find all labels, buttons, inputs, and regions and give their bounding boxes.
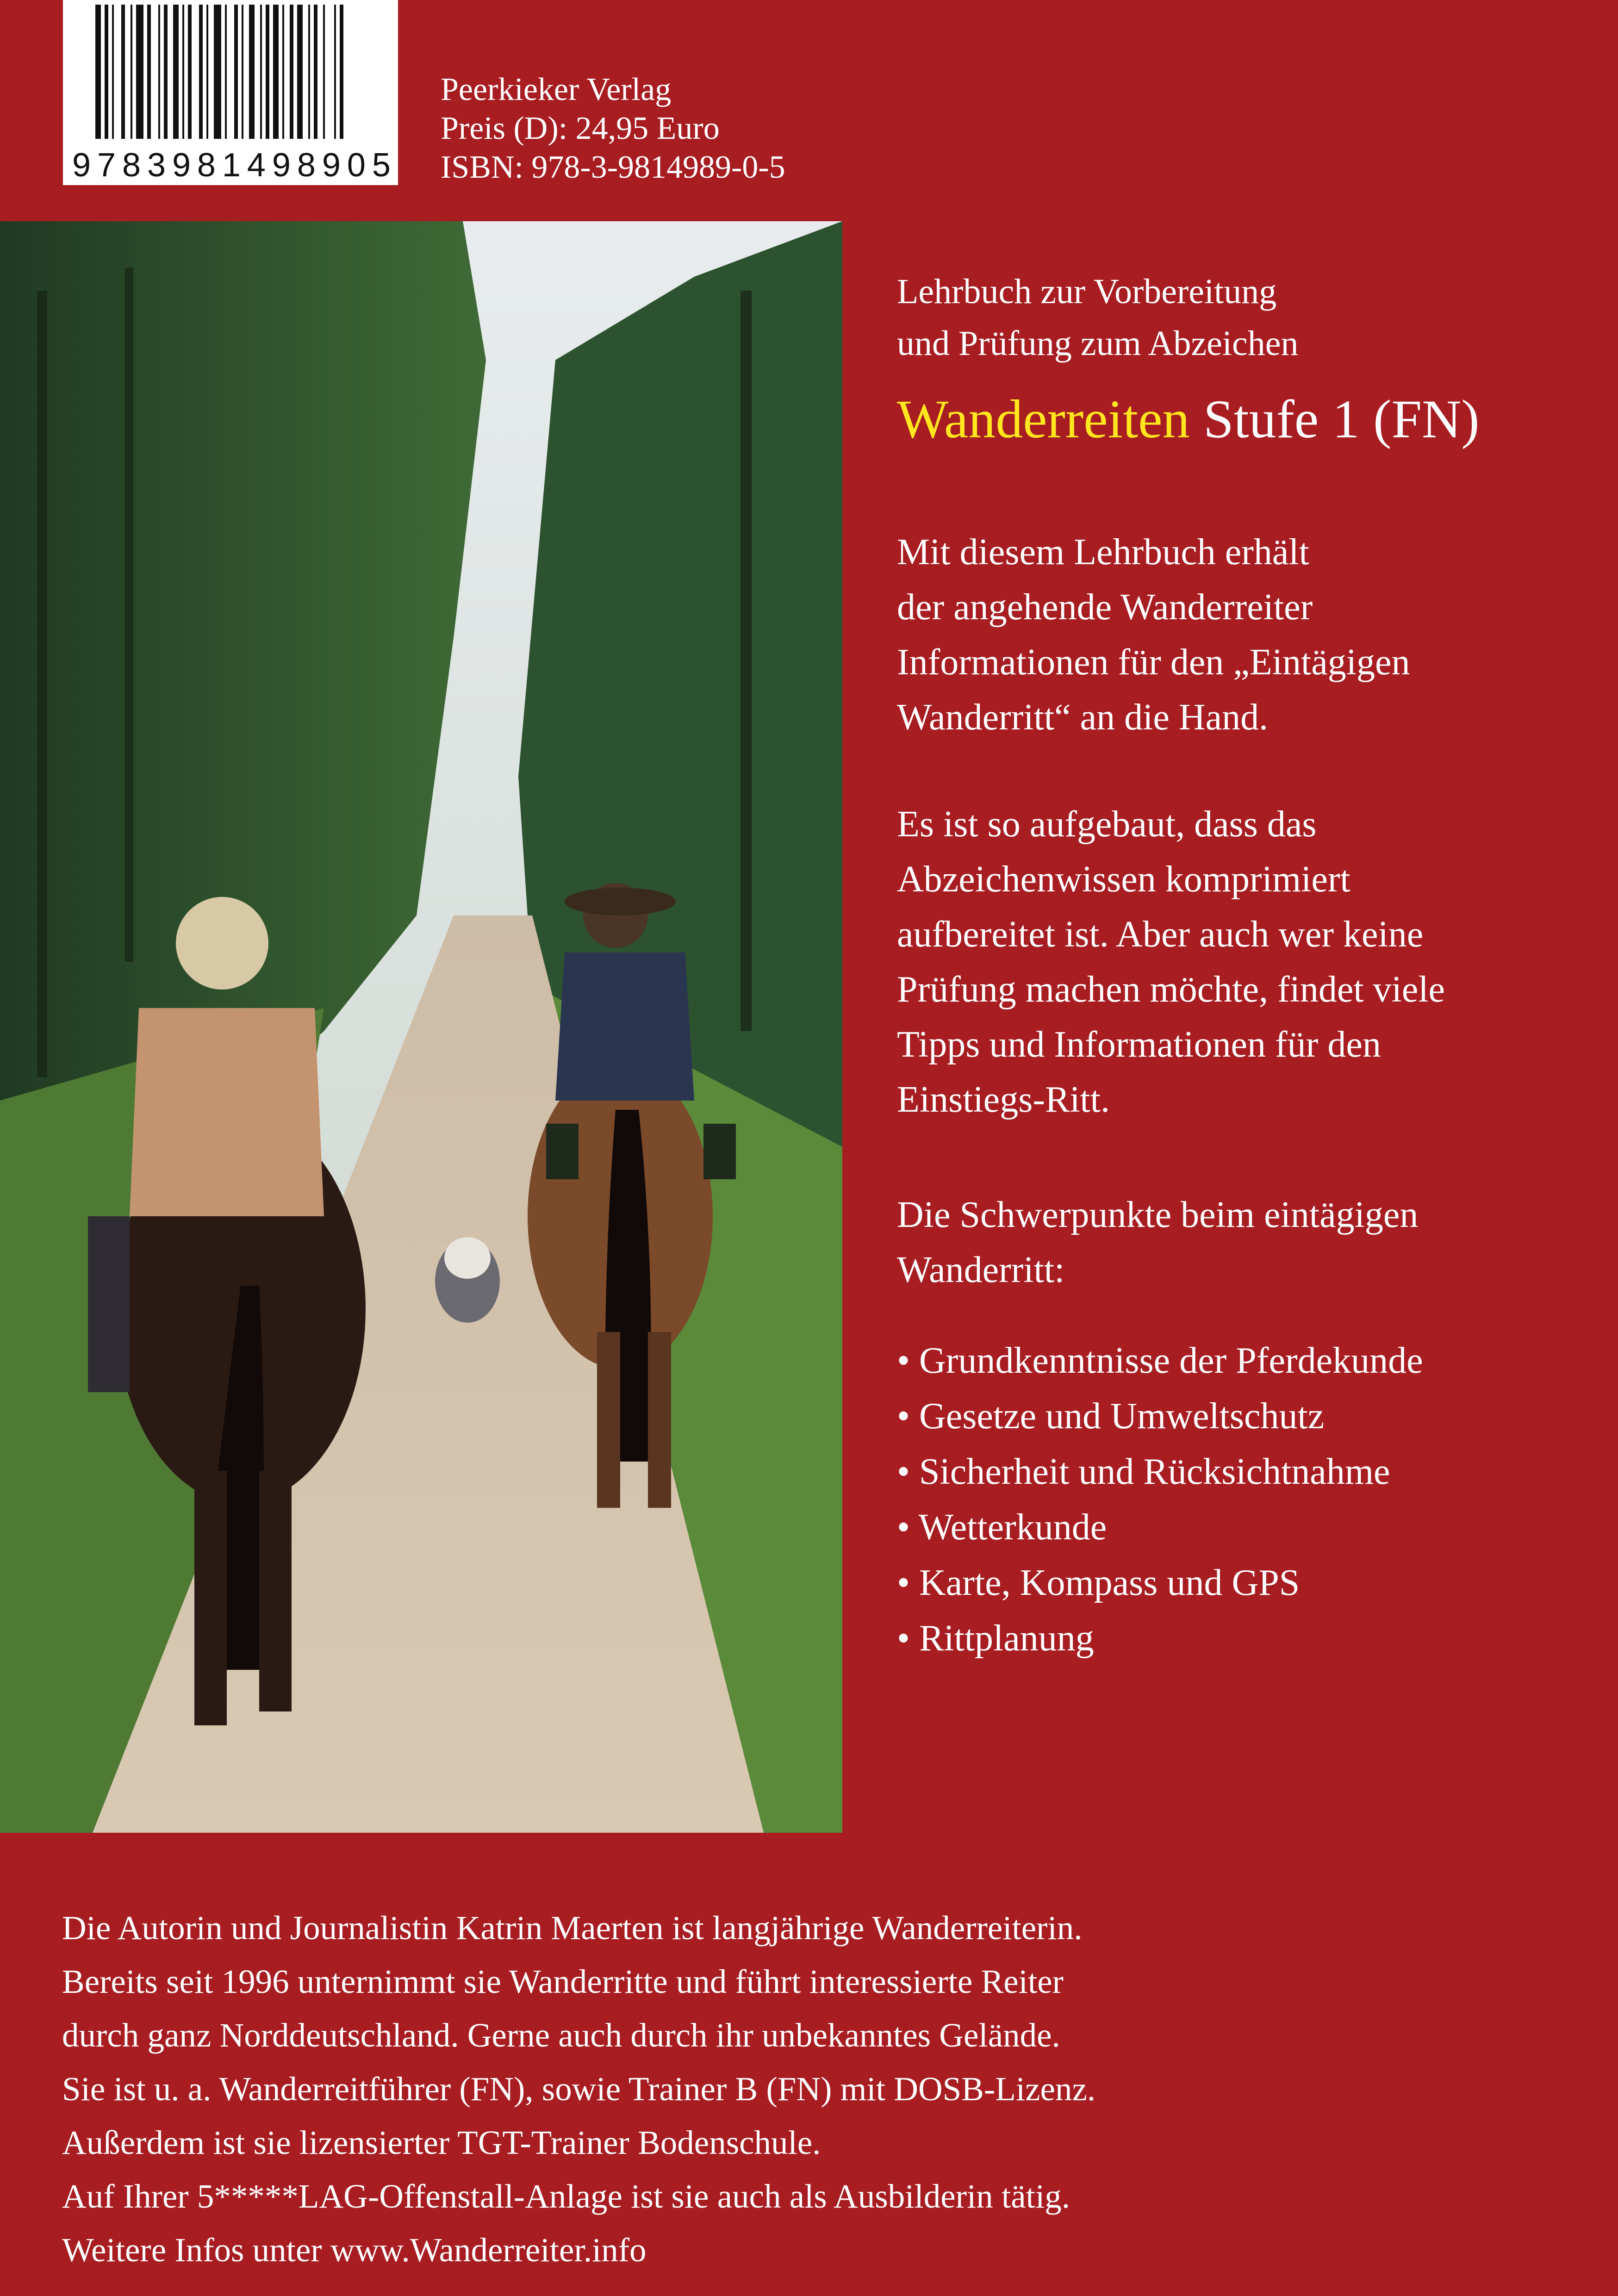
intro-line: Lehrbuch zur Vorbereitung xyxy=(897,272,1277,311)
text-line: aufbereitet ist. Aber auch wer keine xyxy=(897,914,1424,955)
publisher-name: Peerkieker Verlag xyxy=(441,72,672,107)
barcode-digit: 8 xyxy=(122,147,142,184)
book-title xyxy=(897,388,1480,451)
title-highlight: Wanderreiten xyxy=(897,389,1190,449)
barcode xyxy=(63,0,398,185)
barcode-digit: 3 xyxy=(147,147,167,184)
barcode-digit: 8 xyxy=(297,147,317,184)
bio-line: Auf Ihrer 5*****LAG-Offenstall-Anlage ist sie auch als Ausbilderin tätig. xyxy=(62,2178,1070,2215)
barcode-digit: 9 xyxy=(272,147,292,184)
list-item: • Gesetze und Umweltschutz xyxy=(897,1396,1325,1437)
barcode-digit: 4 xyxy=(247,147,267,184)
text-line: Wanderritt“ an die Hand. xyxy=(897,697,1269,738)
bio-line: durch ganz Norddeutschland. Gerne auch durch ihr unbekanntes Gelände. xyxy=(62,2016,1060,2054)
list-item: • Grundkenntnisse der Pferdekunde xyxy=(897,1340,1423,1381)
bio-line: Die Autorin und Journalistin Katrin Maerten ist langjährige Wanderreiterin. xyxy=(62,1909,1083,1947)
text-line: Tipps und Informationen für den xyxy=(897,1024,1381,1065)
bio-line: Bereits seit 1996 unternimmt sie Wanderritte und führt interessierte Reiter xyxy=(62,1963,1064,2000)
text-line: Es ist so aufgebaut, dass das xyxy=(897,804,1317,845)
barcode-digit: 5 xyxy=(372,147,392,184)
intro-line: und Prüfung zum Abzeichen xyxy=(897,324,1299,363)
barcode-digits xyxy=(72,146,392,184)
barcode-bars xyxy=(63,0,398,148)
text-line: Prüfung machen möchte, findet viele xyxy=(897,969,1445,1010)
text-line: Abzeichenwissen komprimiert xyxy=(897,859,1350,900)
barcode-digit: 9 xyxy=(172,147,192,184)
price: Preis (D): 24,95 Euro xyxy=(441,111,720,146)
text-line: Wanderritt: xyxy=(897,1250,1065,1290)
list-item: • Karte, Kompass und GPS xyxy=(897,1562,1300,1603)
paragraph-1 xyxy=(897,525,1410,745)
topic-list xyxy=(897,1333,1423,1666)
text-line: Mit diesem Lehrbuch erhält xyxy=(897,532,1309,572)
list-item: • Rittplanung xyxy=(897,1618,1094,1659)
paragraph-3 xyxy=(897,1188,1418,1298)
cover-photo xyxy=(0,221,842,1833)
list-item: • Sicherheit und Rücksichtnahme xyxy=(897,1451,1390,1492)
intro-text xyxy=(897,266,1298,369)
barcode-digit: 0 xyxy=(347,147,367,184)
bio-line: Außerdem ist sie lizensierter TGT-Trainer Bodenschule. xyxy=(62,2124,821,2161)
text-line: Einstiegs-Ritt. xyxy=(897,1079,1110,1120)
bio-line: Sie ist u. a. Wanderreitführer (FN), sowie Trainer B (FN) mit DOSB-Lizenz. xyxy=(62,2070,1096,2108)
publisher-info xyxy=(441,70,785,187)
riders-forest-illustration xyxy=(0,221,842,1833)
isbn: ISBN: 978-3-9814989-0-5 xyxy=(441,149,785,185)
text-line: Die Schwerpunkte beim eintägigen xyxy=(897,1195,1419,1235)
author-bio xyxy=(62,1901,1589,2277)
bio-line: Weitere Infos unter www.Wanderreiter.info xyxy=(62,2231,647,2269)
barcode-digit: 7 xyxy=(97,147,117,184)
text-line: Informationen für den „Eintägigen xyxy=(897,642,1410,683)
barcode-digit: 8 xyxy=(197,147,217,184)
title-rest: Stufe 1 (FN) xyxy=(1189,389,1480,449)
paragraph-2 xyxy=(897,797,1445,1127)
barcode-digit: 9 xyxy=(72,147,92,184)
barcode-digit: 9 xyxy=(322,147,342,184)
barcode-digit: 1 xyxy=(222,147,242,184)
text-line: der angehende Wanderreiter xyxy=(897,587,1313,628)
list-item: • Wetterkunde xyxy=(897,1507,1107,1548)
